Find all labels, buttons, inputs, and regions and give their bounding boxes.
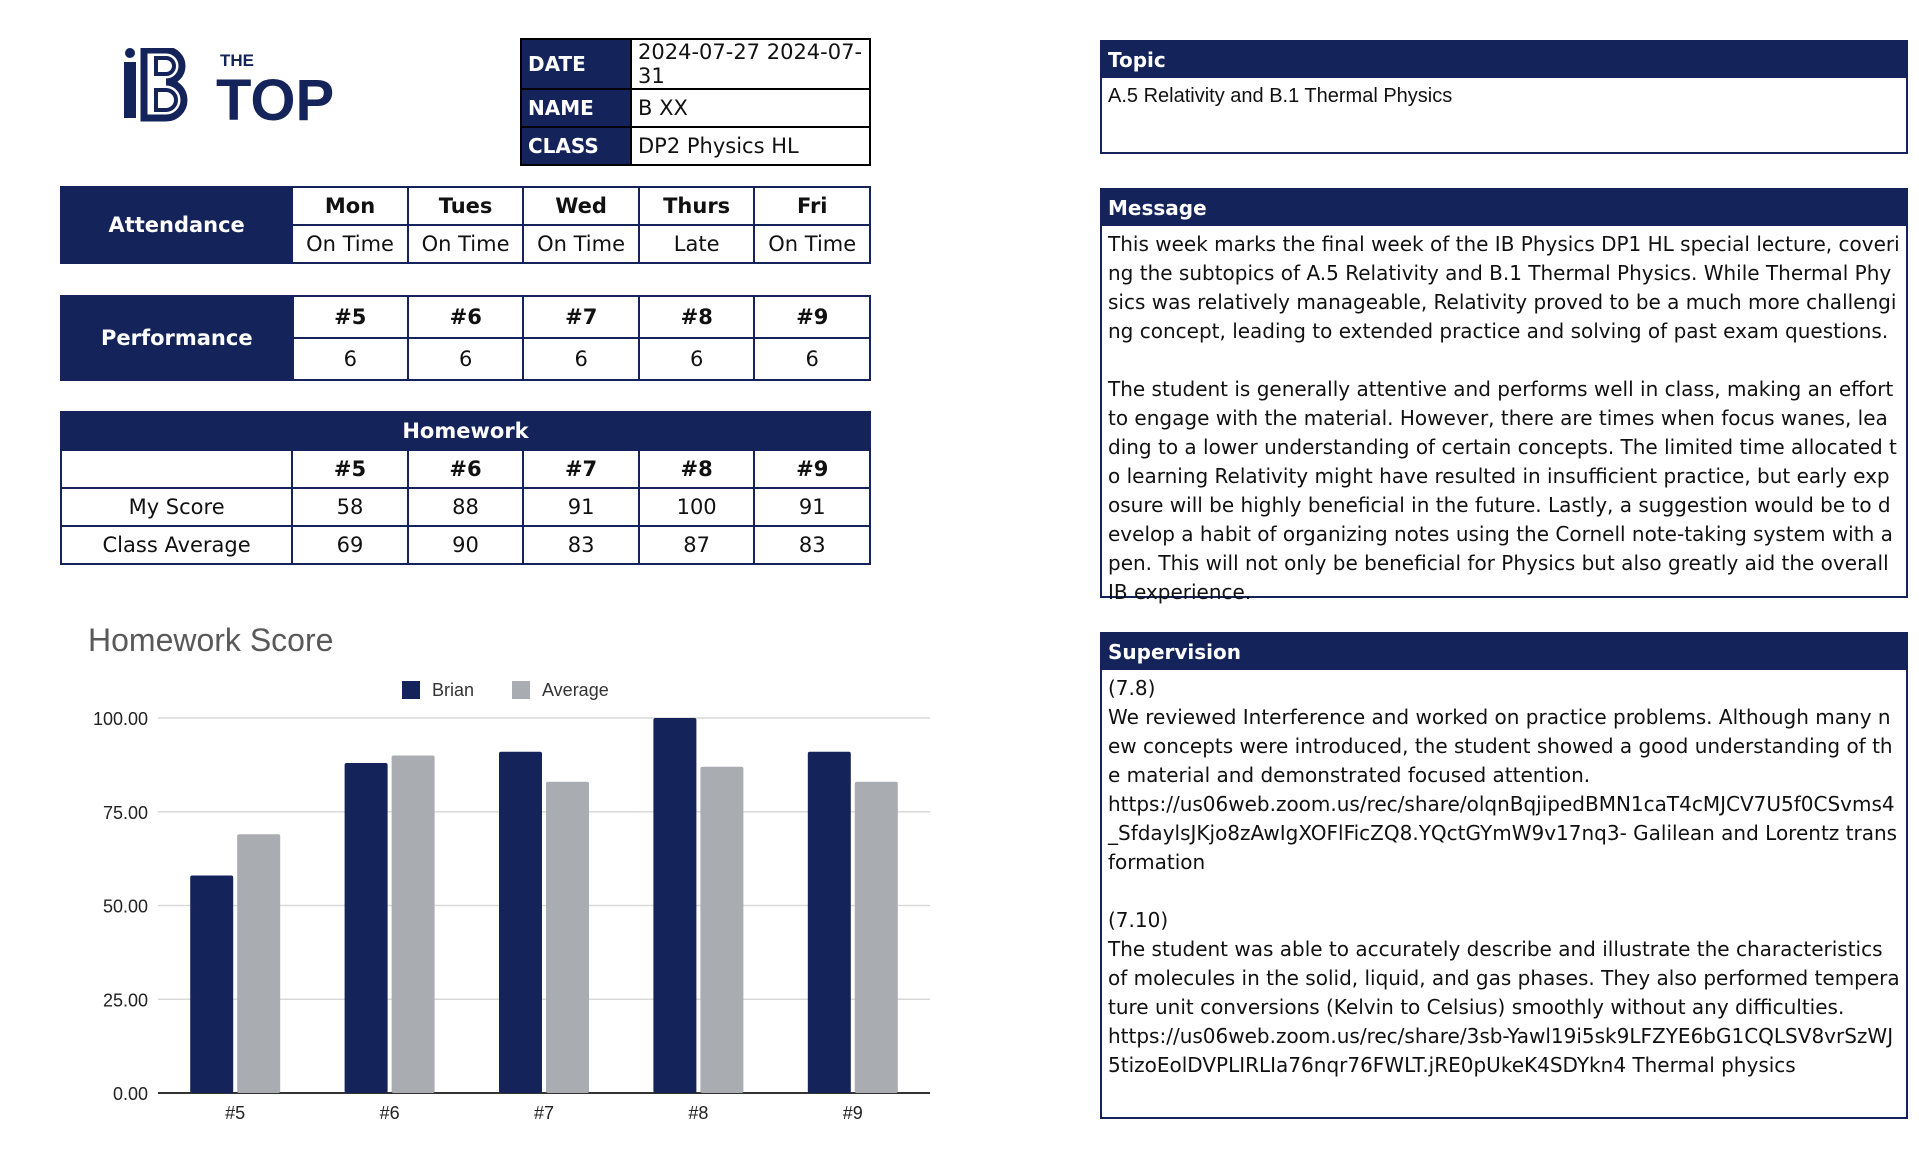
topic-header: Topic xyxy=(1102,42,1906,78)
performance-score-8: 6 xyxy=(639,338,754,380)
supervision-header: Supervision xyxy=(1102,634,1906,670)
homework-title-row xyxy=(61,412,870,450)
day-wed: Wed xyxy=(523,187,639,225)
bar-average-5 xyxy=(237,834,280,1093)
legend-swatch-average xyxy=(512,681,530,699)
y-tick-label: 100.00 xyxy=(92,709,148,729)
message-header: Message xyxy=(1102,190,1906,226)
topic-text: A.5 Relativity and B.1 Thermal Physics xyxy=(1108,85,1453,107)
bar-brian-7 xyxy=(499,752,542,1093)
homework-item-6: #6 xyxy=(408,450,524,488)
my-score-7: 91 xyxy=(523,488,639,526)
my-score-5: 58 xyxy=(292,488,408,526)
x-tick-label: #9 xyxy=(842,1103,863,1123)
bar-average-6 xyxy=(392,756,435,1094)
legend-label-brian: Brian xyxy=(432,680,475,700)
performance-item-8: #8 xyxy=(639,296,754,338)
class-average-label: Class Average xyxy=(61,526,292,564)
logo-small-text: THE xyxy=(220,51,254,70)
x-tick-label: #8 xyxy=(688,1103,709,1123)
legend-swatch-brian xyxy=(402,681,420,699)
ib-the-top-logo xyxy=(120,48,360,128)
x-tick-label: #5 xyxy=(225,1103,246,1123)
bar-average-7 xyxy=(546,782,589,1093)
message-text: This week marks the final week of the IB Physics DP1 HL special lecture, covering the subtopics of A.5 Relativity and B.1 Thermal Physics. While Thermal Physics was relatively manageable, Relativity proved to be a much more challenging concept, leading to extended practice and solving of past exam questions. The student is generally attentive and performs well in class, making an effort to engage with the material. However, there are times when focus wanes, leading to a lower understanding of certain concepts. The limited time allocated to learning Relativity might have resulted in insufficient practice, but early exposure will be highly beneficial in the future. Lastly, a suggestion would be to develop a habit of organizing notes using the Cornell note-taking system with a pen. This will not only be beneficial for Physics but also greatly aid the overall IB experience. xyxy=(1108,232,1900,604)
performance-table xyxy=(60,295,871,381)
x-tick-label: #6 xyxy=(379,1103,400,1123)
status-wed: On Time xyxy=(523,225,639,263)
performance-items-row xyxy=(61,296,870,338)
supervision-box xyxy=(1100,632,1908,1119)
day-fri: Fri xyxy=(754,187,870,225)
chart-title: Homework Score xyxy=(88,622,334,658)
y-tick-label: 0.00 xyxy=(112,1084,148,1104)
status-tues: On Time xyxy=(408,225,524,263)
class-value: DP2 Physics HL xyxy=(631,127,870,165)
name-value: B XX xyxy=(631,89,870,127)
homework-corner-cell xyxy=(61,450,292,488)
homework-item-9: #9 xyxy=(754,450,870,488)
performance-item-9: #9 xyxy=(754,296,870,338)
bar-average-8 xyxy=(700,767,743,1093)
y-tick-label: 25.00 xyxy=(102,990,148,1011)
performance-item-6: #6 xyxy=(408,296,523,338)
y-tick-label: 75.00 xyxy=(102,802,148,823)
performance-score-6: 6 xyxy=(408,338,523,380)
date-value: 2024-07-27 2024-07-31 xyxy=(631,39,870,89)
status-fri: On Time xyxy=(754,225,870,263)
student-info-table xyxy=(520,38,871,166)
bar-brian-5 xyxy=(190,876,233,1094)
bar-brian-9 xyxy=(808,752,851,1093)
homework-item-7: #7 xyxy=(523,450,639,488)
topic-box xyxy=(1100,40,1908,154)
bar-brian-6 xyxy=(345,763,388,1093)
my-score-9: 91 xyxy=(754,488,870,526)
legend-label-average: Average xyxy=(542,680,609,700)
homework-table xyxy=(60,411,871,565)
class-label: CLASS xyxy=(521,127,631,165)
date-label: DATE xyxy=(521,39,631,89)
class-average-6: 90 xyxy=(408,526,524,564)
info-row-class xyxy=(521,127,870,165)
bar-brian-8 xyxy=(653,718,696,1093)
name-label: NAME xyxy=(521,89,631,127)
my-score-label: My Score xyxy=(61,488,292,526)
performance-label: Performance xyxy=(61,296,293,380)
class-average-8: 87 xyxy=(639,526,755,564)
day-thurs: Thurs xyxy=(639,187,755,225)
class-average-7: 83 xyxy=(523,526,639,564)
homework-my-score-row xyxy=(61,488,870,526)
homework-class-average-row xyxy=(61,526,870,564)
homework-score-chart xyxy=(70,665,940,1135)
attendance-days-row xyxy=(61,187,870,225)
homework-title: Homework xyxy=(61,412,870,450)
day-tues: Tues xyxy=(408,187,524,225)
message-box xyxy=(1100,188,1908,604)
bar-average-9 xyxy=(855,782,898,1093)
my-score-6: 88 xyxy=(408,488,524,526)
y-tick-label: 50.00 xyxy=(102,896,148,917)
status-thurs: Late xyxy=(639,225,755,263)
performance-item-7: #7 xyxy=(523,296,638,338)
supervision-text: (7.8) We reviewed Interference and worked on practice problems. Although many new concepts were introduced, the student showed a good understanding of the material and demonstrated focused attention. https://us06web.zoom.us/rec/share/olqnBqjipedBMN1caT4cMJCV7U5f0CSvms4_SfdaylsJKjo8zAwIgXOFlFicZQ8.YQctGYmW9v17nq3- Galilean and Lorentz transformation (7.10) The student was able to accurately describe and illustrate the characteristics of molecules in the solid, liquid, and gas phases. They also performed temperature unit conversions (Kelvin to Celsius) smoothly without any difficulties. https://us06web.zoom.us/rec/share/3sb-Yawl19i5sk9LFZYE6bG1CQLSV8vrSzWJ5tizoEolDVPLIRLIa76nqr76FWLT.jRE0pUkeK4SDYkn4 Thermal physics xyxy=(1108,676,1900,1077)
attendance-table xyxy=(60,186,871,264)
performance-score-9: 6 xyxy=(754,338,870,380)
attendance-label: Attendance xyxy=(61,187,292,263)
homework-item-8: #8 xyxy=(639,450,755,488)
performance-score-5: 6 xyxy=(293,338,408,380)
info-row-date xyxy=(521,39,870,89)
x-tick-label: #7 xyxy=(533,1103,555,1123)
info-row-name xyxy=(521,89,870,127)
class-average-5: 69 xyxy=(292,526,408,564)
performance-score-7: 6 xyxy=(523,338,638,380)
performance-item-5: #5 xyxy=(293,296,408,338)
class-average-9: 83 xyxy=(754,526,870,564)
homework-items-row xyxy=(61,450,870,488)
day-mon: Mon xyxy=(292,187,408,225)
logo-graphic xyxy=(120,48,360,128)
status-mon: On Time xyxy=(292,225,408,263)
homework-item-5: #5 xyxy=(292,450,408,488)
my-score-8: 100 xyxy=(639,488,755,526)
logo-big-text: TOP xyxy=(216,68,335,128)
